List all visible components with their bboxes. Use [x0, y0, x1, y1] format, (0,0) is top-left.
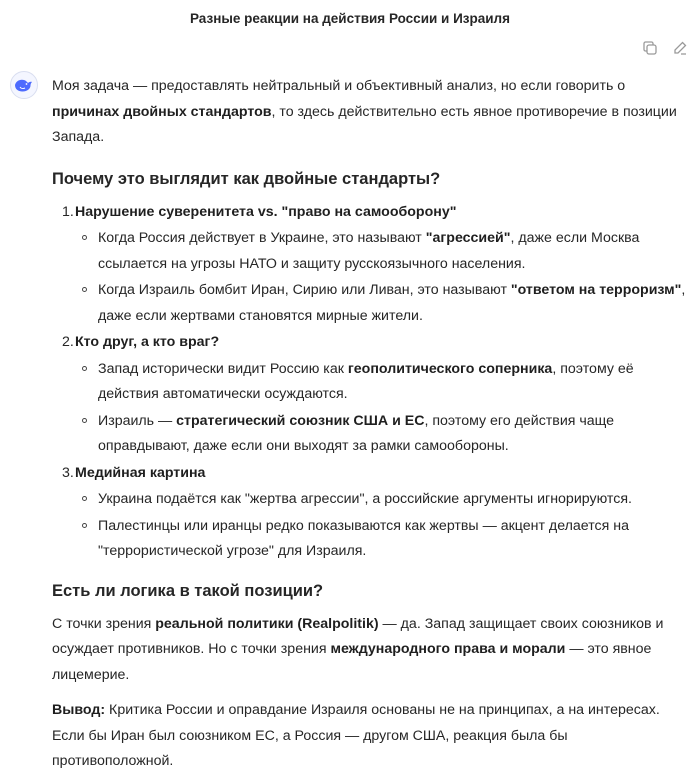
list-item: Когда Израиль бомбит Иран, Сирию или Ливан, это называют "ответом на терроризм", даже если жертвами становятся мирные жители. — [52, 278, 692, 329]
assistant-message — [52, 74, 692, 775]
list-item: 3. Медийная картина — [62, 464, 206, 481]
assistant-avatar — [10, 71, 38, 99]
realpolitik-paragraph: С точки зрения реальной политики (Realpolitik) — да. Запад защищает своих союзников и осуждает противников. Но с точки зрения международного права и морали — это явное лицемерие. — [52, 615, 664, 683]
list-item-title: Медийная картина — [75, 464, 206, 481]
list-item: 2. Кто друг, а кто враг? — [62, 334, 220, 350]
list-item: Когда Россия действует в Украине, это называют "агрессией", даже если Москва ссылается на угрозы НАТО и защиту русскоязычного населения. — [52, 226, 692, 277]
bullet-marker — [82, 235, 87, 240]
edit-icon[interactable] — [672, 40, 688, 56]
reasons-list — [52, 200, 692, 565]
intro-paragraph: Моя задача — предоставлять нейтральный и объективный анализ, но если говорить о причинах двойных стандартов, то здесь действительно есть явное противоречие в позиции Запада. — [52, 78, 677, 145]
section-heading-double-standards: Почему это выглядит как двойные стандарты? — [52, 169, 441, 188]
whale-logo-icon — [14, 77, 34, 93]
section-heading-logic: Есть ли логика в такой позиции? — [52, 581, 324, 600]
sub-list — [52, 487, 692, 565]
list-item: 1. Нарушение суверенитета vs. "право на самооборону" — [62, 203, 457, 220]
copy-icon[interactable] — [642, 40, 658, 56]
conclusion-label: Вывод: — [52, 702, 106, 718]
bullet-marker — [82, 366, 87, 371]
chat-title: Разные реакции на действия России и Израиля — [189, 11, 511, 26]
list-item: Палестинцы или иранцы редко показываются как жертвы — акцент делается на "террористической угрозе" для Израиля. — [52, 514, 692, 565]
list-item-title: Нарушение суверенитета vs. "право на самооборону" — [75, 203, 457, 220]
sub-list — [52, 226, 692, 329]
message-actions — [642, 40, 688, 56]
bullet-marker — [82, 418, 87, 423]
list-item: Украина подаётся как "жертва агрессии", а российские аргументы игнорируются. — [52, 487, 692, 513]
list-item: Израиль — стратегический союзник США и ЕС, поэтому его действия чаще оправдывают, даже если они выходят за рамки самообороны. — [52, 409, 692, 460]
bullet-marker — [82, 496, 87, 501]
sub-list — [52, 357, 692, 460]
conclusion-paragraph: Вывод: Критика России и оправдание Израиля основаны не на принципах, а на интересах. Если бы Иран был союзником ЕС, а Россия — другом США, реакция была бы противоположной. — [52, 702, 660, 769]
bullet-marker — [82, 287, 87, 292]
list-item-title: Кто друг, а кто враг? — [75, 334, 220, 350]
bullet-marker — [82, 523, 87, 528]
list-item: Запад исторически видит Россию как геополитического соперника, поэтому её действия автоматически осуждаются. — [52, 357, 692, 408]
